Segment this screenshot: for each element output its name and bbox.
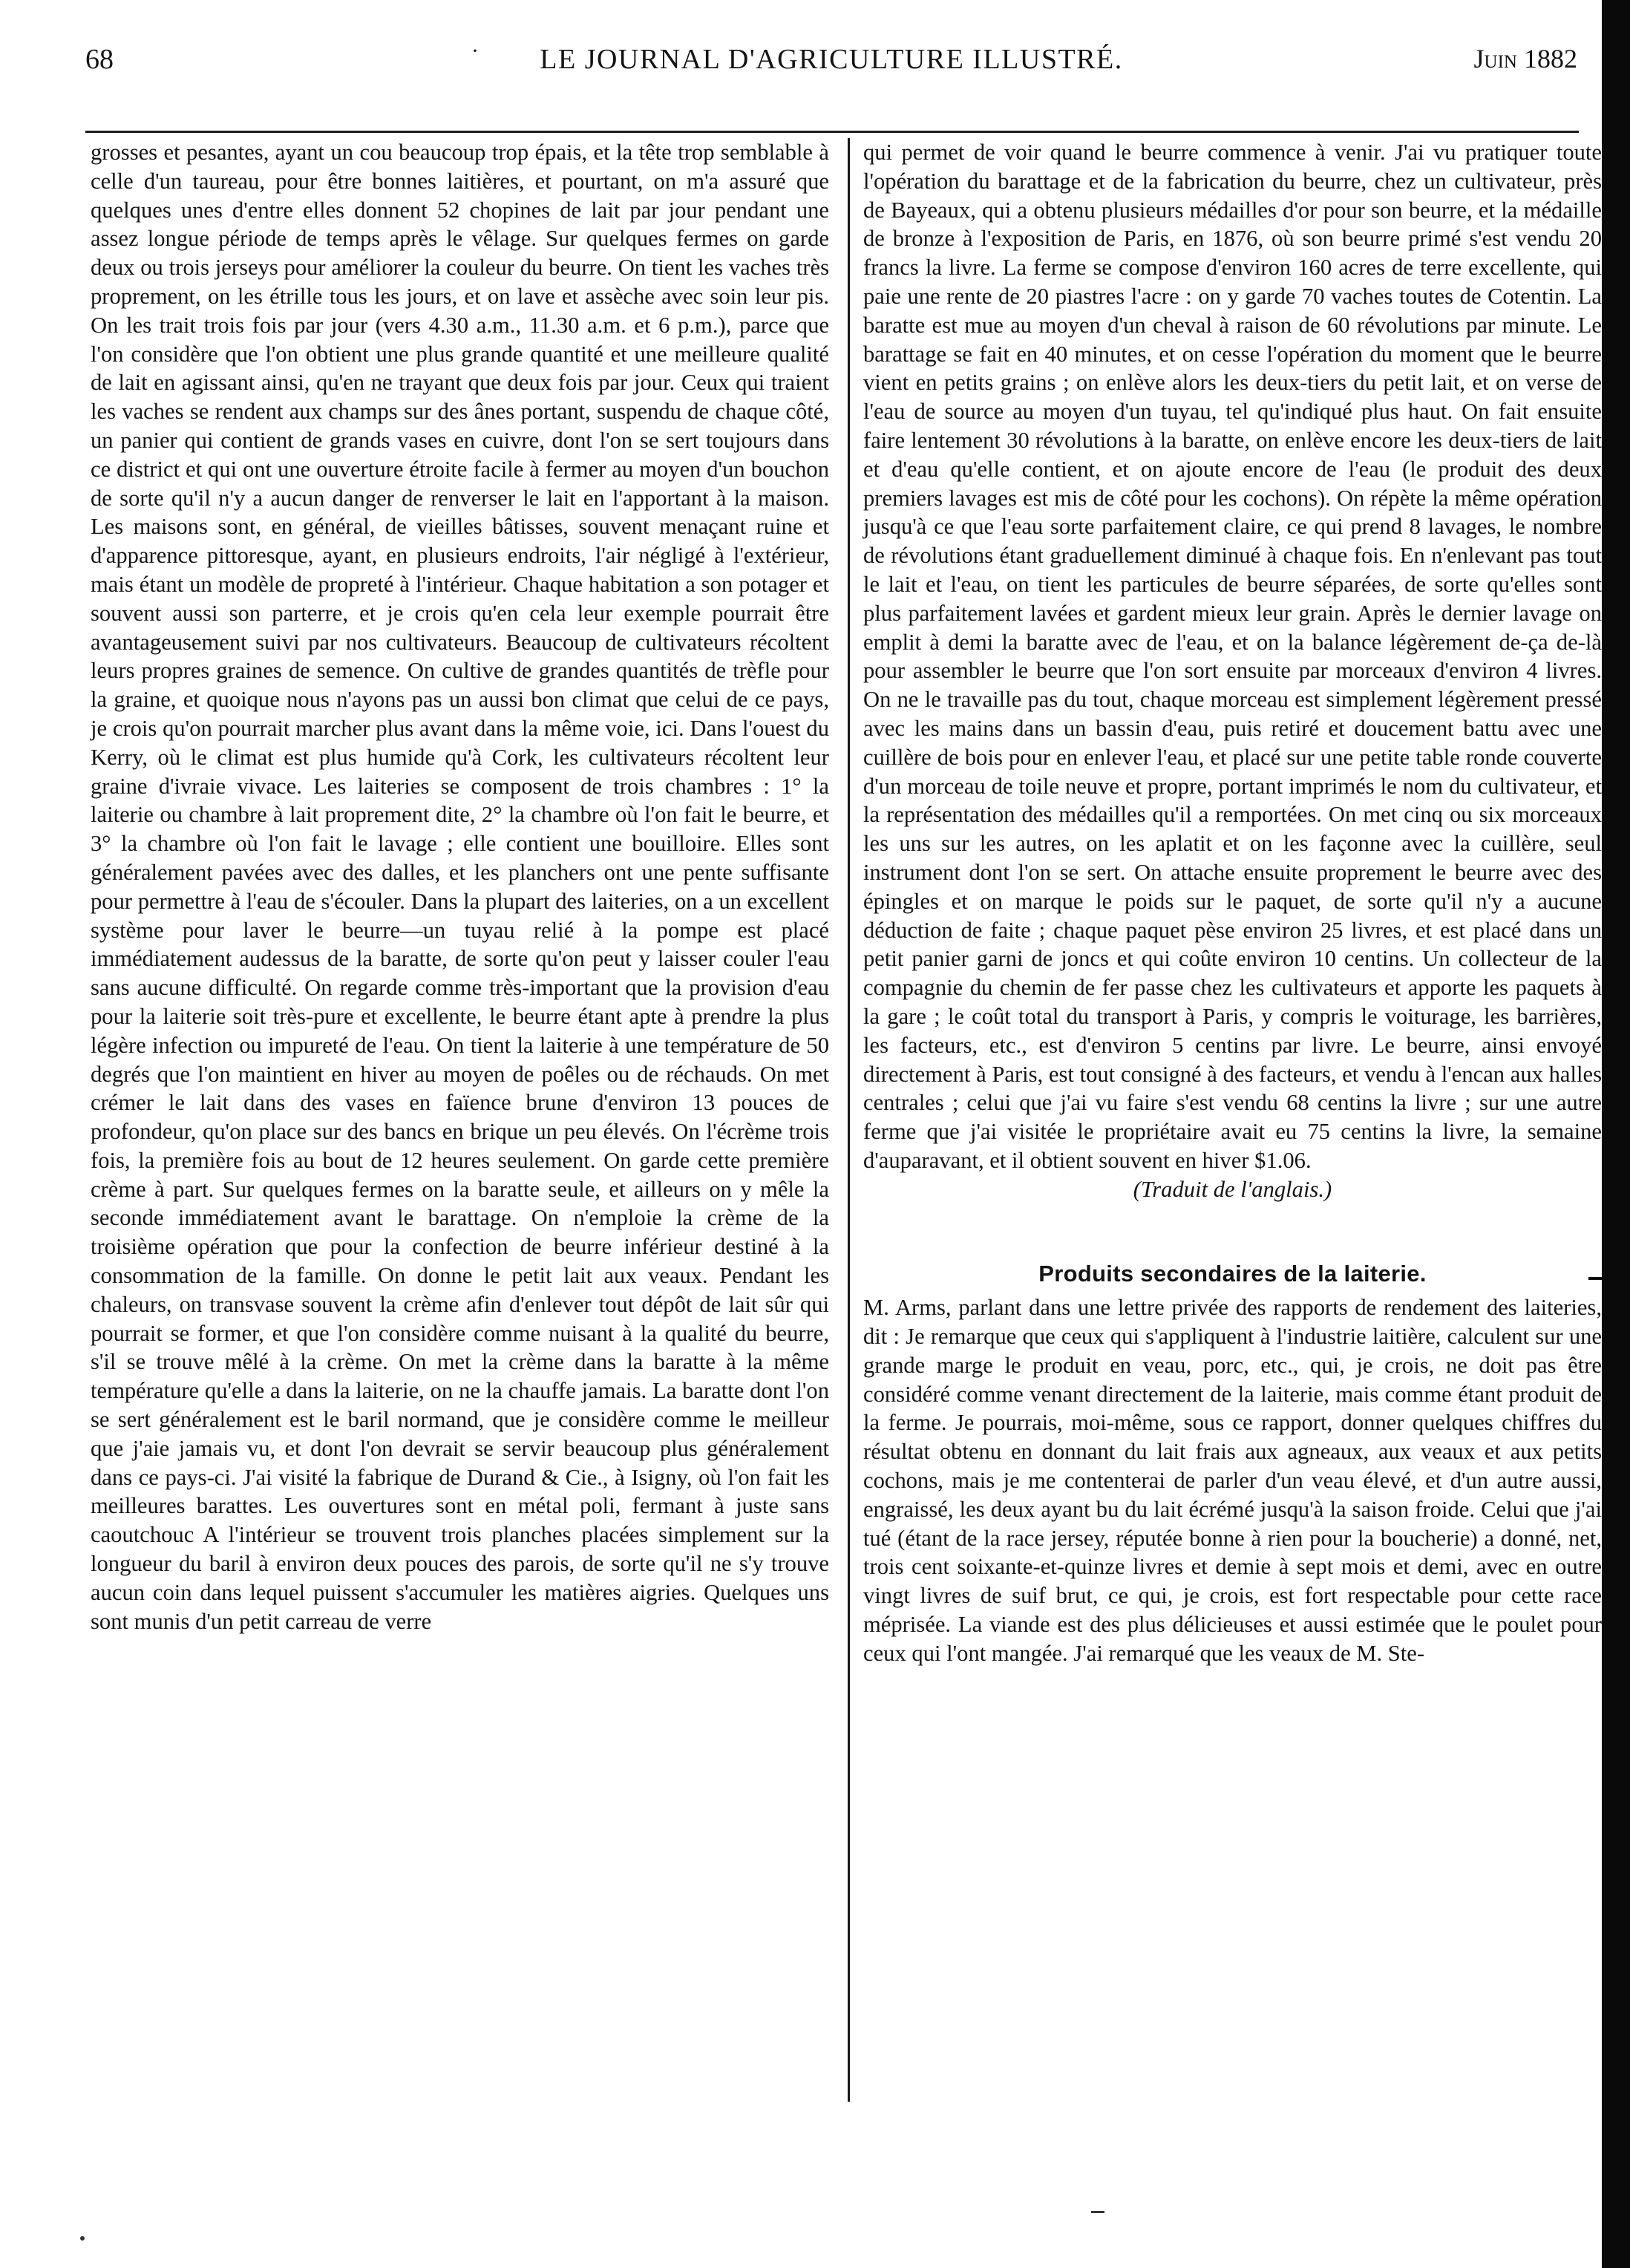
left-column bbox=[91, 138, 829, 1635]
section-heading: Produits secondaires de la laiterie. bbox=[1038, 1261, 1427, 1287]
header-rule bbox=[85, 131, 1579, 133]
section-body: M. Arms, parlant dans une lettre privée des rapports de rendement des laiteries, dit : Je remarque que ceux qui s'appliquent à l'industrie laitière, calculent sur une grande marge le produit en veau, porc, etc., qui, je crois, ne doit pas être considéré comme venant directement de la laiterie, mais comme étant produit de la ferme. Je pourrais, moi-même, sous ce rapport, donner quelques chiffres du résultat obtenu en donnant du lait frais aux agneaux, aux veaux et aux petits cochons, mais je me contenterai de parler d'un veau élevé, et d'un autre aussi, engraissé, les deux ayant bu du lait écrémé jusqu'à la saison froide. Celui que j'ai tué (étant de la race jersey, réputée bonne à rien pour la boucherie) a donné, net, trois cent soixante-et-quinze livres et demie à sept mois et demi, avec en outre vingt livres de suif brut, ce qui, je crois, est fort respectable pour cette race méprisée. La viande est des plus délicieuses et aussi estimée que le poulet pour ceux qui l'ont mangée. J'ai remarqué que les veaux de M. Ste- bbox=[863, 1295, 1602, 1666]
scan-edge-tick bbox=[1588, 1277, 1603, 1280]
page-header bbox=[85, 39, 1577, 88]
article-text-right: qui permet de voir quand le beurre commence à venir. J'ai vu pratiquer toute l'opération du barattage et de la fabrication du beurre, chez un cultivateur, près de Bayeaux, qui a obtenu plusieurs médailles d'or pour son beurre, et la médaille de bronze à l'exposition de Paris, en 1876, où son beurre primé s'est vendu 20 francs la livre. La ferme se compose d'environ 160 acres de terre excellente, qui paie une rente de 20 piastres l'acre : on y garde 70 vaches toutes de Cotentin. La baratte est mue au moyen d'un cheval à raison de 60 révolutions par minute. Le barattage se fait en 40 minutes, et on cesse l'opération du moment que le beurre vient en petits grains ; on enlève alors les deux-tiers du petit lait, et on verse de l'eau de source au moyen d'un tuyau, tel qu'indiqué plus haut. On fait ensuite faire lentement 30 révolutions à la baratte, on enlève encore les deux-tiers de lait et d'eau qu'elle contient, et on ajoute encore de l'eau (le produit des deux premiers lavages est mis de côté pour les cochons). On répète la même opération jusqu'à ce que l'eau sorte parfaitement claire, ce qui prend 8 lavages, le nombre de révolutions étant graduellement diminué à chaque fois. En n'enlevant pas tout le lait et l'eau, on tient les particules de beurre séparées, de sorte qu'elles sont plus parfaitement lavées et gardent mieux leur grain. Après le dernier lavage on emplit à demi la baratte avec de l'eau, et on la balance légèrement de-ça de-là pour assembler le beurre que l'on sort ensuite par morceaux d'environ 4 livres. On ne le travaille pas du tout, chaque morceau est simplement légèrement pressé avec les mains dans un bassin d'eau, puis retiré et doucement battu avec une cuillère de bois pour en enlever l'eau, et placé sur une petite table ronde couverte d'un morceau de toile neuve et propre, portant imprimés le nom du cultivateur, et la représentation des médailles qu'il a remportées. On met cinq ou six morceaux les uns sur les autres, on les aplatit et on les façonne avec la cuillère, seul instrument dont l'on se sert. On attache ensuite proprement le beurre avec des épingles et on marque le poids sur le paquet, de sorte qu'il n'y a aucune déduction de faite ; chaque paquet pèse environ 25 livres, et est placé dans un petit panier garni de joncs et qui coûte environ 10 centins. Un collecteur de la compagnie du chemin de fer passe chez les cultivateurs et apporte les paquets à la gare ; le coût total du transport à Paris, y compris le voiturage, les barrières, les facteurs, etc., est d'environ 5 centins par livre. Le beurre, ainsi envoyé directement à Paris, est tout consigné à des facteurs, et vendu à l'encan aux halles centrales ; celui que j'ai vu faire s'est vendu 68 centins la livre ; sur une autre ferme que j'ai visitée le propriétaire avait eu 75 centins la livre, la semaine d'auparavant, et il obtient souvent en hiver $1.06. bbox=[863, 140, 1602, 1173]
article-text-left: grosses et pesantes, ayant un cou beaucoup trop épais, et la tête trop semblable à celle d'un taureau, pour être bonnes laitières, et pourtant, on m'a assuré que quelques unes d'entre elles donnent 52 chopines de lait par jour pendant une assez longue période de temps après le vêlage. Sur quelques fermes on garde deux ou trois jerseys pour améliorer la couleur du beurre. On tient les vaches très proprement, on les étrille tous les jours, et on lave et assèche avec soin leur pis. On les trait trois fois par jour (vers 4.30 a.m., 11.30 a.m. et 6 p.m.), parce que l'on considère que l'on obtient une plus grande quantité et une meilleure qualité de lait en agissant ainsi, qu'en ne trayant que deux fois par jour. Ceux qui traient les vaches se rendent aux champs sur des ânes portant, suspendu de chaque côté, un panier qui contient de grands vases en cuivre, dont l'on se sert toujours dans ce district et qui ont une ouverture étroite facile à fermer au moyen d'un bouchon de sorte qu'il n'y a aucun danger de renverser le lait en l'apportant à la maison. Les maisons sont, en général, de vieilles bâtisses, souvent menaçant ruine et d'apparence pittoresque, ayant, en plusieurs endroits, l'air négligé à l'extérieur, mais étant un modèle de propreté à l'intérieur. Chaque habitation a son potager et souvent aussi son parterre, et je crois qu'en cela leur exemple pourrait être avantageusement suivi par nos cultivateurs. Beaucoup de cultivateurs récoltent leurs propres graines de semence. On cultive de grandes quantités de trèfle pour la graine, et quoique nous n'ayons pas un aussi bon climat que celui de ce pays, je crois qu'on pourrait marcher plus avant dans la même voie, ici. Dans l'ouest du Kerry, où le climat est plus humide qu'à Cork, les cultivateurs récoltent leur graine d'ivraie vivace. Les laiteries se composent de trois chambres : 1° la laiterie ou chambre à lait proprement dite, 2° la chambre où l'on fait le beurre, et 3° la chambre où l'on fait le lavage ; elle contient une bouilloire. Elles sont généralement pavées avec des dalles, et les planchers ont une pente suffisante pour permettre à l'eau de s'écouler. Dans la plupart des laiteries, on a un excellent système pour laver le beurre—un tuyau relié à la pompe est placé immédiatement audessus de la baratte, de sorte qu'on peut y laisser couler l'eau sans aucune difficulté. On regarde comme très-important que la provision d'eau pour la laiterie soit très-pure et excellente, le beurre étant apte à prendre la plus légère infection ou impureté de l'eau. On tient la laiterie à une température de 50 degrés que l'on maintient en hiver au moyen de poêles ou de réchauds. On met crémer le lait dans des vases en faïence brune d'environ 13 pouces de profondeur, qu'on place sur des bancs en brique un peu élevés. On l'écrème trois fois, la première fois au bout de 12 heures seulement. On garde cette première crème à part. Sur quelques fermes on la baratte seule, et ailleurs on y mêle la seconde immédiatement avant le barattage. On n'emploie la crème de la troisième opération que pour la confection de beurre inférieur destiné à la consommation de la famille. On donne le petit lait aux veaux. Pendant les chaleurs, on transvase souvent la crème afin d'enlever tout dépôt de lait sûr qui pourrait se former, et que l'on considère comme nuisant à la qualité du beurre, s'il se trouve mêlé à la crème. On met la crème dans la baratte à la même température qu'elle a dans la laiterie, on ne la chauffe jamais. La baratte dont l'on se sert généralement est le baril normand, que je considère comme le meilleur que j'aie jamais vu, et dont l'on devrait se servir beaucoup plus généralement dans ce pays-ci. J'ai visité la fabrique de Durand & Cie., à Isigny, où l'on fait les meilleures barattes. Les ouvertures sont en métal poli, fermant à juste sans caoutchouc A l'intérieur se trouvent trois planches placées simplement sur la longueur du baril à environ deux pouces des parois, de sorte qu'il ne s'y trouve aucun coin dans lequel puissent s'accumuler les matières aigries. Quelques uns sont munis d'un petit carreau de verre bbox=[91, 140, 829, 1634]
footer-dot-mark bbox=[80, 2236, 85, 2241]
journal-title: LE JOURNAL D'AGRICULTURE ILLUSTRÉ. bbox=[540, 44, 1123, 75]
scan-edge-bar bbox=[1602, 0, 1630, 2268]
right-column bbox=[863, 138, 1602, 1668]
translator-note: (Traduit de l'anglais.) bbox=[1133, 1176, 1332, 1202]
footer-dash-mark bbox=[1091, 2211, 1104, 2213]
issue-date: Juin 1882 bbox=[1473, 44, 1577, 73]
header-dot: · bbox=[471, 39, 479, 63]
column-divider bbox=[848, 138, 850, 2102]
page-number: 68 bbox=[85, 44, 114, 75]
